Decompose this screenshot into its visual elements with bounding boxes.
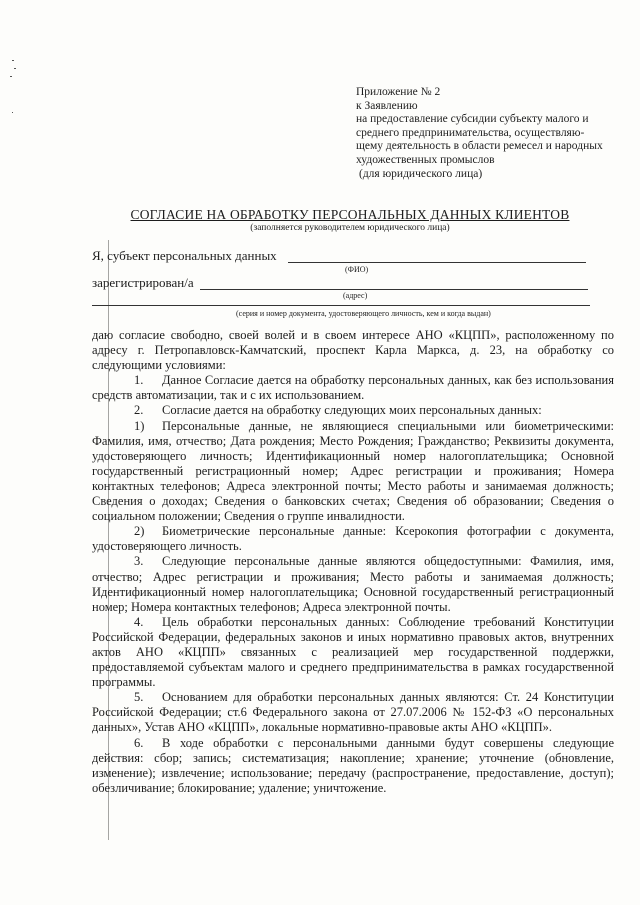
clause-1 [92,373,614,403]
clause-number: 4. [134,614,144,629]
registered-label: зарегистрирован/а [92,275,194,290]
clause-3 [92,554,614,614]
clause-text: Биометрические персональные данные: Ксерокопия фотографии с документа, удостоверяющего личность. [92,524,614,554]
appendix-line: среднего предпринимательства, осуществляю- [356,126,585,139]
clause-text: В ходе обработки с персональными данными будут совершены следующие действия: сбор; запись; систематизация; накопление; хранение; уточнение (обновление, изменение); извлечение; использование; передачу (распространение, предоставление, доступ); обезличивание; блокирование; удаление; уничтожение. [92,735,614,795]
document-title-note: (заполняется руководителем юридического лица) [250,223,450,233]
clause-number: 1) [134,418,145,433]
clause-number: 1. [134,373,144,388]
clause-number: 2. [134,403,144,418]
address-line[interactable] [200,289,588,290]
fio-line[interactable] [288,262,586,263]
clause-number: 2) [134,524,145,539]
clause-2-2 [92,524,614,554]
document-line[interactable] [92,305,590,306]
consent-body [92,328,614,796]
clause-text: Следующие персональные данные являются общедоступными: Фамилия, имя, отчество; Адрес регистрации и проживания; Место работы и занимаемая должность; Идентификационный номер налогоплательщика; Основной государственный регистрационный номер; Номера контактных телефонов; Адреса электронной почты. [92,554,614,614]
document-title: СОГЛАСИЕ НА ОБРАБОТКУ ПЕРСОНАЛЬНЫХ ДАННЫХ КЛИЕНТОВ [130,207,570,222]
clause-number: 6. [134,735,144,750]
appendix-number: Приложение № 2 [356,86,441,98]
appendix-header [356,86,626,181]
clause-text: Персональные данные, не являющиеся специальными или биометрическими: Фамилия, имя, отчество; Дата рождения; Место Рождения; Гражданство; Реквизиты документа, удостоверяющего личность; Идентификационный номер налогоплательщика; Основной государственный регистрационный номер; Адрес регистрации и проживания; Номера контактных телефонов; Адреса электронной почты; Место работы и занимаемая должность; Сведения о доходах; Сведения о банковских счетах; Сведения об образовании; Сведения о социальном положении; Сведения о группе инвалидности. [92,418,614,524]
clause-5 [92,690,614,735]
document-hint: (серия и номер документа, удостоверяющего личность, кем и когда выдан) [236,309,491,318]
clause-6 [92,736,614,796]
appendix-entity: (для юридического лица) [359,167,483,180]
fio-hint: (ФИО) [345,265,369,274]
clause-number: 3. [134,554,144,569]
appendix-line: щему деятельность в области ремесел и народных [356,140,603,153]
clause-2 [92,403,614,418]
address-hint: (адрес) [343,291,368,300]
clause-text: Основанием для обработки персональных данных являются: Ст. 24 Конституции Российской Федерации; ст.6 Федерального закона от 27.07.2006 № 152-ФЗ «О персональных данных», Устав АНО «КЦПП», локальные нормативно-правовые акты АНО «КЦПП». [92,690,614,735]
clause-number: 5. [134,690,144,705]
clause-text: Цель обработки персональных данных: Соблюдение требований Конституции Российской Федерации, федеральных законов и иных нормативно правовых актов, внутренних актов АНО «КЦПП» связанных с реализацией мер государственной поддержки, предоставляемой субъектам малого и среднего предпринимательства в рамках государственной программы. [92,614,614,690]
intro-paragraph: даю согласие свободно, своей волей и в своем интересе АНО «КЦПП», расположенному по адресу г. Петропавловск-Камчатский, проспект Карла Маркса, д. 23, на обработку со следующими условиями: [92,328,614,373]
clause-text: Согласие дается на обработку следующих моих персональных данных: [162,403,542,418]
appendix-to: к Заявлению [356,99,418,112]
subject-label: Я, субъект персональных данных [92,248,277,263]
appendix-line: на предоставление субсидии субъекту малого и [356,113,589,126]
clause-text: Данное Согласие дается на обработку персональных данных, как без использования средств автоматизации, так и с их использованием. [92,373,614,403]
clause-4 [92,615,614,690]
appendix-line: художественных промыслов [356,153,495,166]
clause-2-1 [92,419,614,525]
